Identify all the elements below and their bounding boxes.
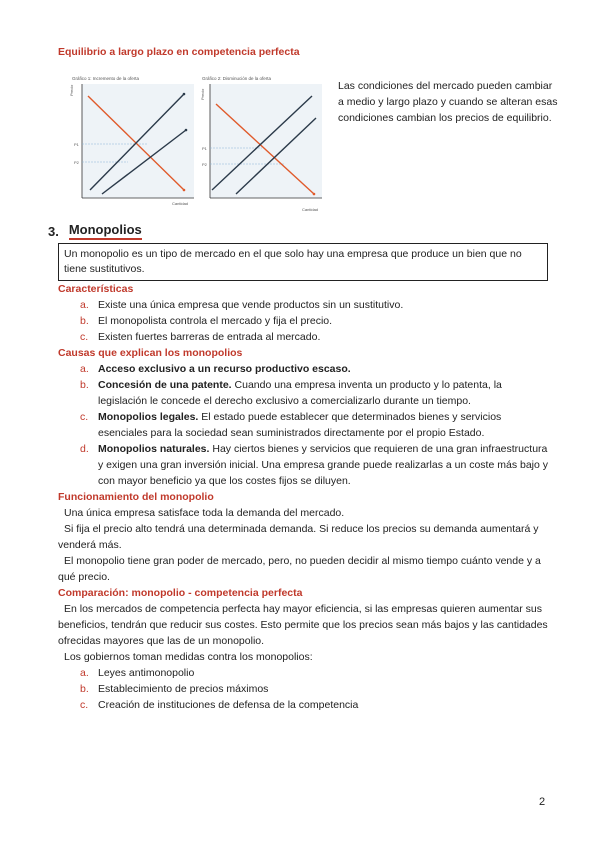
section-heading: 3. Monopolios <box>48 222 142 239</box>
paragraph: Los gobiernos toman medidas contra los monopolios: <box>64 651 313 663</box>
caracteristicas-title: Características <box>58 283 134 295</box>
list-item: a. Acceso exclusivo a un recurso productivo escaso. <box>80 363 351 375</box>
paragraph: El monopolio tiene gran poder de mercado, pero, no pueden decidir al mismo tiempo cuánto vende y a qué precio. <box>58 555 541 583</box>
list-item: a. Leyes antimonopolio <box>80 667 195 679</box>
intro-paragraph: Las condiciones del mercado pueden cambiar a medio y largo plazo y cuando se alteran esas condiciones cambian los precios de equilibrio. <box>338 80 558 124</box>
comparacion-title: Comparación: monopolio - competencia perfecta <box>58 587 303 599</box>
content-body <box>58 281 548 713</box>
svg-text:P2: P2 <box>202 162 207 167</box>
svg-text:P2: P2 <box>74 160 79 165</box>
list-item: c. Monopolios legales. El estado puede establecer que determinados bienes y servicios esenciales para la sociedad sean suministrados directamente por el propio Estado. <box>80 411 502 439</box>
list-item: b. Concesión de una patente. Cuando una empresa inventa un producto y lo patenta, la legislación le concede el derecho exclusivo a comercializarlo durante un tiempo. <box>80 379 502 407</box>
paragraph: En los mercados de competencia perfecta hay mayor eficiencia, si las empresas quieren aumentar sus beneficios, tendrán que reducir sus costes. Esto permite que los precios sean más bajos y las cantidades ofrecidas mayores que las de un monopolio. <box>58 603 548 647</box>
causas-title: Causas que explican los monopolios <box>58 347 243 359</box>
svg-text:Cantidad: Cantidad <box>172 201 189 206</box>
page-number: 2 <box>539 796 546 808</box>
list-item: a. Existe una única empresa que vende productos sin un sustitutivo. <box>80 299 404 311</box>
list-item: c. Creación de instituciones de defensa de la competencia <box>80 699 359 711</box>
medidas-list <box>58 665 548 713</box>
causas-list <box>58 361 548 489</box>
svg-text:P1: P1 <box>202 146 207 151</box>
svg-text:Precio: Precio <box>200 88 205 100</box>
paragraph: Si fija el precio alto tendrá una determinada demanda. Si reduce los precios su demanda aumentará y venderá más. <box>58 523 539 551</box>
supply-increase-graph <box>68 72 196 212</box>
svg-text:Precio: Precio <box>69 84 74 96</box>
funcionamiento-title: Funcionamiento del monopolio <box>58 491 214 503</box>
list-item: b. Establecimiento de precios máximos <box>80 683 269 695</box>
supply-decrease-graph <box>198 72 326 212</box>
graph1-title: Gráfico 1: Incremento de la oferta <box>72 76 140 81</box>
svg-text:P1: P1 <box>74 142 79 147</box>
section-title: Equilibrio a largo plazo en competencia perfecta <box>58 46 300 58</box>
list-item: b. El monopolista controla el mercado y fija el precio. <box>80 315 333 327</box>
graph2-title: Gráfico 2: Disminución de la oferta <box>202 76 272 81</box>
svg-text:Cantidad: Cantidad <box>302 207 319 212</box>
list-item: d. Monopolios naturales. Hay ciertos bienes y servicios que requieren de una gran infraestructura y exigen una gran inversión inicial. Una empresa grande puede realizarlas a un coste más bajo y con mayor beneficio ya que los costes fijos se diluyen. <box>80 443 549 487</box>
definition-box: Un monopolio es un tipo de mercado en el que solo hay una empresa que produce un bien que no tiene sustitutivos. <box>58 243 548 281</box>
list-item: c. Existen fuertes barreras de entrada al mercado. <box>80 331 321 343</box>
paragraph: Una única empresa satisface toda la demanda del mercado. <box>64 507 345 519</box>
caracteristicas-list <box>58 297 548 345</box>
